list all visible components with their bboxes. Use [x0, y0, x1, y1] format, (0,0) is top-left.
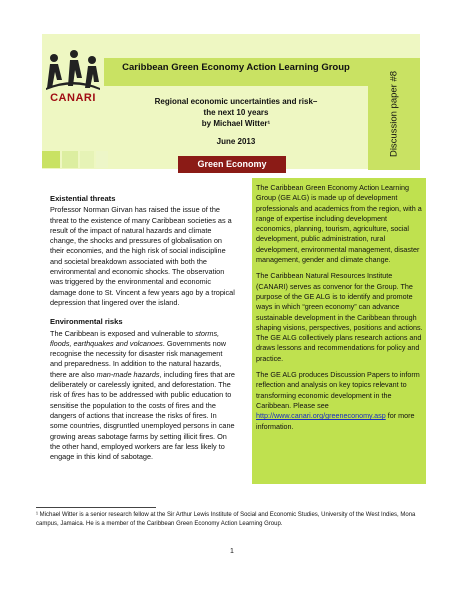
logo-wordmark: CANARI: [50, 92, 96, 104]
canari-logo-icon: [44, 48, 102, 114]
emphasis: storms, floods, earthquakes and volcanoes: [50, 328, 220, 348]
text-run: has to be addressed with public education to sensitise the population to the costs of fires and the dangers of actions that increase the risks of fires. In some countries, disgruntled unemployed persons in cane growing areas sabotage farms by setting illicit fires. On the other hand, employed workers are far less likely to engage in this kind of sabotage.: [50, 390, 235, 462]
subtitle-line: by Michael Witter¹: [201, 119, 271, 128]
text-run: , including fires that are deliberately or carelessly ignited, and deforestation. The risk of: [50, 369, 235, 400]
side-tab-label: Discussion paper #8: [388, 70, 400, 158]
footnote-rule: [36, 507, 156, 508]
text-run: . Governments now recognise the necessity for disaster risk management and preparedness. In addition to the natural hazards, there are also: [50, 338, 227, 379]
section-heading: Environmental risks: [50, 317, 123, 327]
left-column: [50, 194, 236, 471]
info-box-text: [256, 183, 424, 438]
emphasis: fires: [71, 390, 86, 400]
decor-square: [62, 151, 78, 168]
text-run: The Caribbean is exposed and vulnerable to: [50, 328, 196, 338]
paragraph: The Caribbean Green Economy Action Learning Group (GE ALG) is made up of development professionals and academics from the region, with a range of expertise including development economics, planning, tourism, agriculture, social development, public administration, rural development, environmental management, disaster management, gender and climate change.: [256, 183, 422, 265]
decor-square: [96, 151, 108, 168]
page-number: 1: [230, 548, 234, 555]
paragraph: [256, 370, 424, 432]
green-economy-banner: Green Economy: [178, 156, 286, 173]
publication-date: June 2013: [216, 137, 256, 146]
paper-subtitle: [104, 96, 368, 129]
emphasis: man-made hazards: [96, 369, 160, 379]
paragraph: Professor Norman Girvan has raised the issue of the threat to the existence of many Caribbean societies as a result of the impact of natural hazards and climate change, the shocks and pressures of globalisation on their economies, and the high risk of social indiscipline and societal breakdown associated with both the environmental and economic shocks. The observation was triggered by the environmental and economic damage done to St. Vincent a few years ago by a tropical depression that lingered over the island.: [50, 205, 235, 307]
text-run: for more information.: [256, 411, 415, 431]
decor-square: [42, 151, 60, 168]
subtitle-line: Regional economic uncertainties and risk–: [154, 97, 318, 106]
footnote: ¹ Michael Witter is a senior research fellow at the Sir Arthur Lewis Institute of Social and Economic Studies, University of the West Indies, Mona campus, Jamaica. He is a member of the Caribbean Green Economy Action Learning Group.: [36, 512, 416, 527]
section-heading: Existential threats: [50, 194, 116, 203]
subtitle-line: the next 10 years: [203, 108, 269, 117]
document-title: Caribbean Green Economy Action Learning Group: [122, 62, 350, 73]
paragraph: The Caribbean Natural Resources Institute (CANARI) serves as convenor for the Group. The purpose of the GE ALG is to identify and promote ways in which “green economy” can advance sustainable development in the Caribbean through shaping visions, perspectives, positions and actions. The GE ALG collectively plans research actions and draws lessons and recommendations for policy and practice.: [256, 271, 423, 363]
side-tab-label-wrap: [368, 58, 420, 170]
paragraph: [50, 329, 236, 463]
website-link[interactable]: http://www.canari.org/greeneconomy.asp: [256, 411, 386, 421]
text-run: The GE ALG produces Discussion Papers to inform reflection and analysis on key topics relevant to transforming economic development in the Caribbean. Please see: [256, 370, 420, 410]
decor-square: [80, 151, 94, 168]
